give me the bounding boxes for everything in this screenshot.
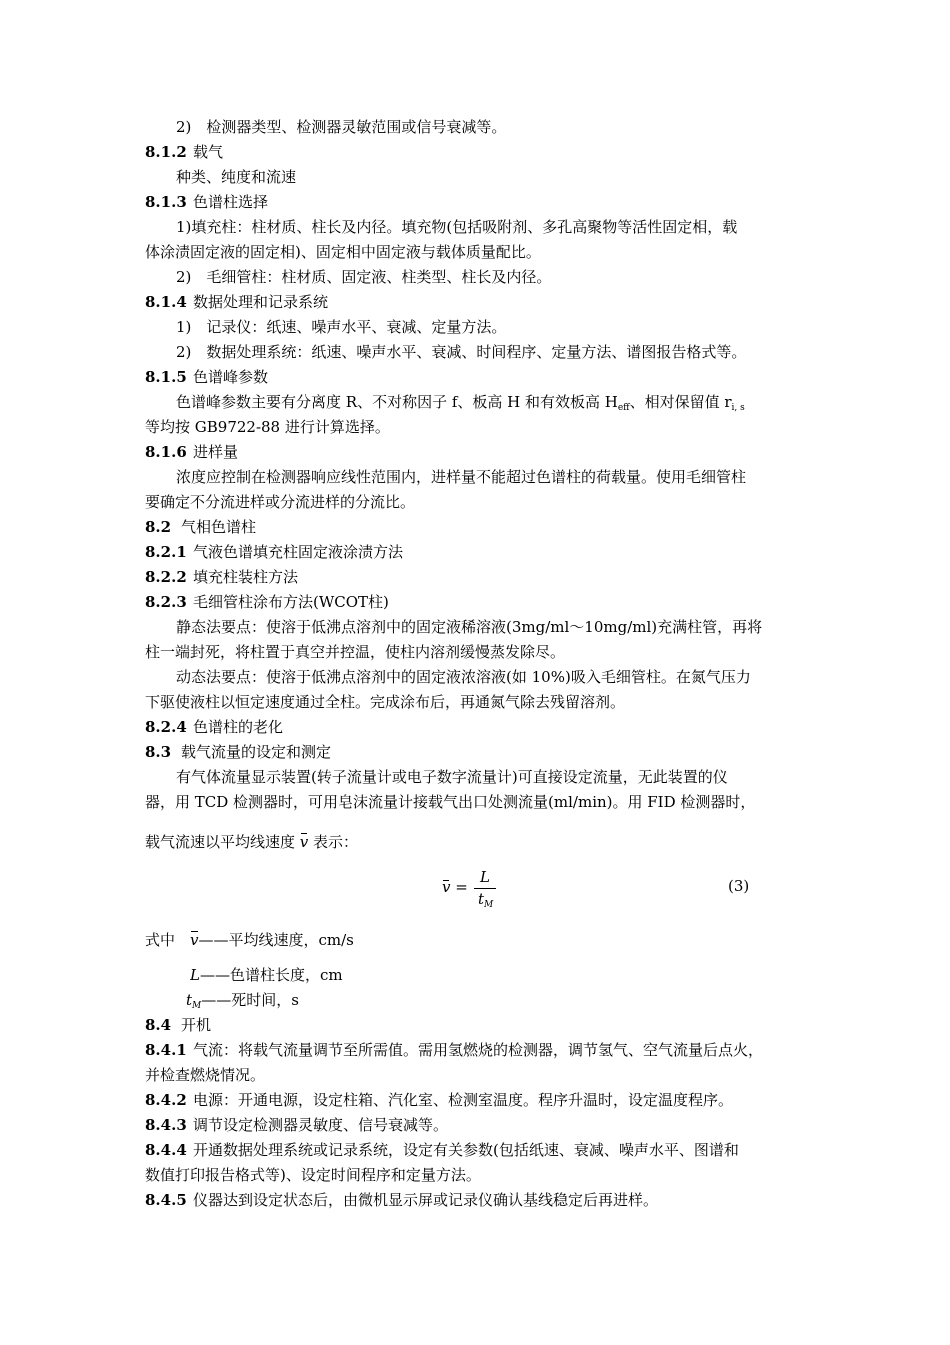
t-symbol: t — [186, 991, 193, 1009]
section-title: 调节设定检测器灵敏度、信号衰减等。 — [193, 1116, 449, 1134]
section-title: 色谱柱选择 — [193, 193, 269, 211]
section-number: 8.4.1 — [145, 1041, 187, 1059]
section-heading-8-2-3 — [145, 591, 810, 613]
section-number: 8.1.3 — [145, 193, 187, 211]
section-heading-8-4-1 — [145, 1039, 810, 1061]
section-number: 8.2 — [145, 518, 172, 536]
section-heading-8-2 — [145, 516, 810, 538]
text-line: 2) 毛细管柱：柱材质、固定液、柱类型、柱长及内径。 — [176, 268, 552, 286]
text-line: 2) 检测器类型、检测器灵敏范围或信号衰减等。 — [176, 118, 507, 136]
section-title: 气液色谱填充柱固定液涂渍方法 — [193, 543, 404, 561]
section-number: 8.2.4 — [145, 718, 187, 736]
text-line: 要确定不分流进样或分流进样的分流比。 — [145, 493, 416, 511]
section-number: 8.1.6 — [145, 443, 187, 461]
where-line-2 — [190, 964, 810, 986]
equation-number: (3) — [728, 877, 750, 895]
section-title: 开通数据处理系统或记录系统，设定有关参数(包括纸速、衰减、噪声水平、图谱和 — [193, 1141, 739, 1159]
section-heading-8-4-4 — [145, 1139, 810, 1161]
text-line: 数值打印报告格式等)、设定时间程序和定量方法。 — [145, 1166, 481, 1184]
formula-lhs — [442, 878, 468, 896]
equals-sign: = — [450, 878, 468, 896]
section-title: 数据处理和记录系统 — [193, 293, 329, 311]
section-heading-8-1-5 — [145, 366, 810, 388]
text-line: 动态法要点：使溶于低沸点溶剂中的固定液浓溶液(如 10%)吸入毛细管柱。在氮气压力 — [176, 668, 751, 686]
section-title: 进样量 — [193, 443, 239, 461]
section-title: 载气流量的设定和测定 — [181, 743, 332, 761]
text-line: 静态法要点：使溶于低沸点溶剂中的固定液稀溶液(3mg/ml～10mg/ml)充满柱管，再将 — [176, 618, 763, 636]
text-fragment: 、相对保留值 r — [629, 393, 732, 411]
text-line: 1)填充柱：柱材质、柱长及内径。填充物(包括吸附剂、多孔高聚物等活性固定相，载 — [176, 218, 738, 236]
section-title: 气流：将载气流量调节至所需值。需用氢燃烧的检测器，调节氢气、空气流量后点火， — [193, 1041, 764, 1059]
text-fragment: ——色谱柱长度，cm — [199, 966, 343, 984]
section-number: 8.4.4 — [145, 1141, 187, 1159]
text-fragment: ——死时间，s — [201, 991, 299, 1009]
section-number: 8.1.4 — [145, 293, 187, 311]
section-heading-8-1-6 — [145, 441, 810, 463]
section-number: 8.1.2 — [145, 143, 187, 161]
subscript: M — [192, 1001, 202, 1011]
v-bar-symbol: v — [190, 931, 199, 949]
text-line: 2) 数据处理系统：纸速、噪声水平、衰减、时间程序、定量方法、谱图报告格式等。 — [176, 343, 747, 361]
section-title: 载气 — [193, 143, 224, 161]
l-symbol: L — [190, 966, 200, 984]
section-number: 8.4 — [145, 1016, 172, 1034]
subscript: i, s — [731, 403, 745, 413]
v-bar-symbol: v — [299, 833, 309, 851]
section-number: 8.1.5 — [145, 368, 187, 386]
fraction-numerator: L — [480, 868, 490, 886]
where-line-1 — [145, 929, 810, 951]
section-heading-8-2-1 — [145, 541, 810, 563]
section-title: 色谱峰参数 — [193, 368, 269, 386]
section-title: 色谱柱的老化 — [193, 718, 284, 736]
fraction-bar — [474, 888, 496, 889]
section-title: 气相色谱柱 — [181, 518, 257, 536]
text-fragment: 式中 — [145, 931, 191, 949]
text-fragment: 载气流速以平均线速度 — [145, 833, 300, 851]
section-title: 填充柱装柱方法 — [193, 568, 299, 586]
v-bar-symbol: v — [442, 878, 451, 896]
text-fragment: 表示： — [308, 833, 359, 851]
section-number: 8.2.1 — [145, 543, 187, 561]
section-heading-8-3 — [145, 741, 810, 763]
text-fragment: ——平均线速度，cm/s — [198, 931, 354, 949]
text-line — [176, 391, 810, 419]
text-line: 1) 记录仪：纸速、噪声水平、衰减、定量方法。 — [176, 318, 507, 336]
subscript: M — [484, 900, 494, 910]
subscript: eff — [617, 403, 630, 413]
section-number: 8.2.2 — [145, 568, 187, 586]
section-number: 8.2.3 — [145, 593, 187, 611]
text-line: 浓度应控制在检测器响应线性范围内，进样量不能超过色谱柱的荷载量。使用毛细管柱 — [176, 468, 747, 486]
text-line: 并检查燃烧情况。 — [145, 1066, 266, 1084]
section-heading-8-4 — [145, 1014, 810, 1036]
section-number: 8.3 — [145, 743, 172, 761]
section-title: 开机 — [181, 1016, 212, 1034]
section-number: 8.4.5 — [145, 1191, 187, 1209]
text-line: 有气体流量显示装置(转子流量计或电子数字流量计)可直接设定流量，无此装置的仪 — [176, 768, 728, 786]
section-heading-8-1-3 — [145, 191, 810, 213]
section-heading-8-1-4 — [145, 291, 810, 313]
section-number: 8.4.3 — [145, 1116, 187, 1134]
t-symbol: t — [478, 890, 485, 908]
section-heading-8-4-2 — [145, 1089, 810, 1111]
text-line: 器，用 TCD 检测器时，可用皂沫流量计接载气出口处测流量(ml/min)。用 FID 检测器时， — [145, 793, 756, 811]
text-line — [145, 831, 810, 853]
section-heading-8-2-4 — [145, 716, 810, 738]
fraction-denominator — [478, 890, 493, 910]
formula-3 — [440, 866, 520, 910]
section-title: 毛细管柱涂布方法(WCOT柱) — [193, 593, 389, 611]
section-heading-8-4-5 — [145, 1189, 810, 1211]
text-line: 下驱使液柱以恒定速度通过全柱。完成涂布后，再通氮气除去残留溶剂。 — [145, 693, 626, 711]
text-line: 柱一端封死，将柱置于真空并控温，使柱内溶剂缓慢蒸发除尽。 — [145, 643, 566, 661]
section-heading-8-1-2 — [145, 141, 810, 163]
text-line: 等均按 GB9722-88 进行计算选择。 — [145, 418, 390, 436]
section-heading-8-4-3 — [145, 1114, 810, 1136]
section-title: 仪器达到设定状态后，由微机显示屏或记录仪确认基线稳定后再进样。 — [193, 1191, 659, 1209]
text-line: 体涂渍固定液的固定相)、固定相中固定液与载体质量配比。 — [145, 243, 541, 261]
section-heading-8-2-2 — [145, 566, 810, 588]
text-fragment: 色谱峰参数主要有分离度 R、不对称因子 f、板高 H 和有效板高 H — [176, 393, 618, 411]
where-line-3 — [186, 989, 806, 1017]
text-line: 种类、纯度和流速 — [176, 168, 297, 186]
section-title: 电源：开通电源，设定柱箱、汽化室、检测室温度。程序升温时，设定温度程序。 — [193, 1091, 734, 1109]
section-number: 8.4.2 — [145, 1091, 187, 1109]
